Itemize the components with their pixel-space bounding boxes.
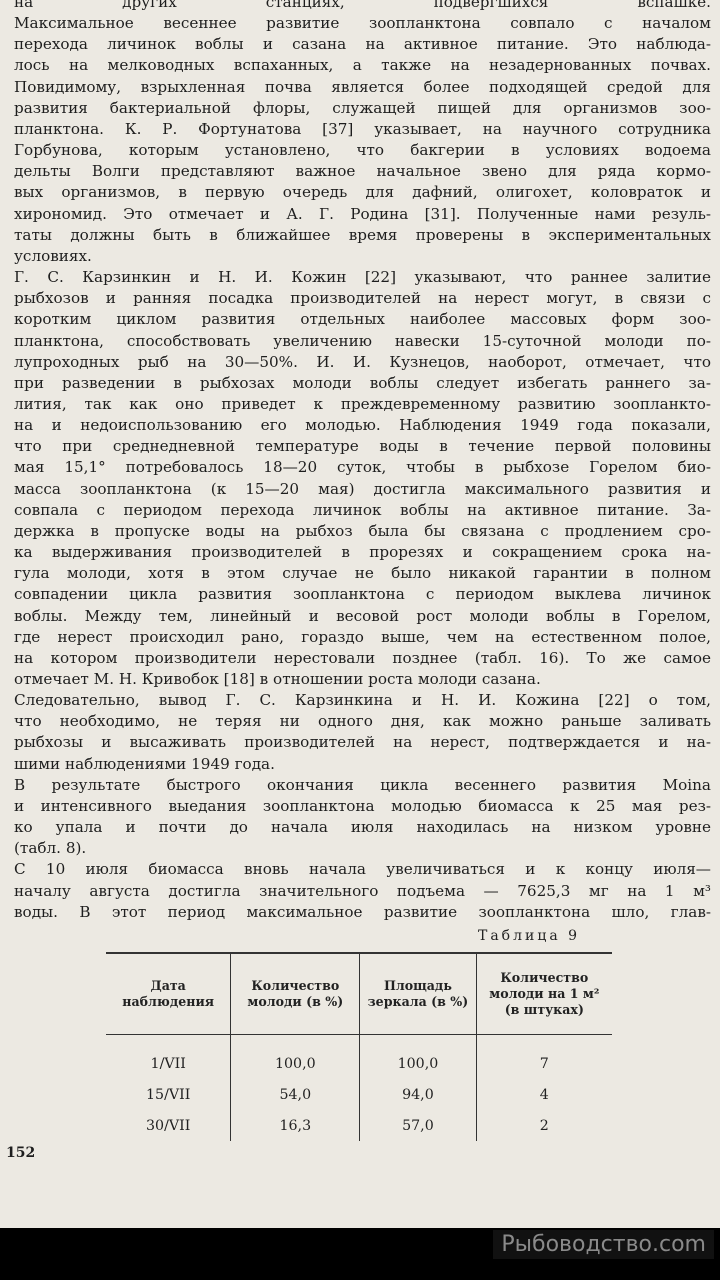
text-line: держка в пропуске воды на рыбхоз была бы связана с продлением сро- <box>14 521 711 540</box>
table-cell: 15/VII <box>146 1086 191 1103</box>
text-line: рыбхозов и ранняя посадка производителей на нерест могут, в связи с <box>14 289 711 308</box>
text-line: рыбхозы и высаживать производителей на нерест, подтверждается и на- <box>14 733 711 752</box>
table-row <box>106 1079 612 1110</box>
table-cell: 7 <box>476 1035 612 1080</box>
table-cell: 100,0 <box>360 1035 476 1080</box>
text-line: С 10 июля биомасса вновь начала увеличиваться и к концу июля— <box>14 860 711 879</box>
text-line: мая 15,1° потребовалось 18—20 суток, чтобы в рыбхозе Горелом био- <box>14 458 711 477</box>
text-line: где нерест происходил рано, гораздо выше, чем на естественном полое, <box>14 627 711 646</box>
text-line: и интенсивного выедания зоопланктона молодью биомасса к 25 мая рез- <box>14 796 711 815</box>
text-line: Г. С. Карзинкин и Н. И. Кожин [22] указывают, что раннее залитие <box>14 268 711 287</box>
text-line: шими наблюдениями 1949 года. <box>14 754 275 773</box>
text-line: Повидимому, взрыхленная почва является более подходящей средой для <box>14 77 711 96</box>
table-cell: 2 <box>476 1110 612 1141</box>
text-line: что необходимо, не теряя ни одного дня, как можно раньше заливать <box>14 712 711 731</box>
text-line: перехода личинок воблы и сазана на активное питание. Это наблюда- <box>14 35 711 54</box>
text-line: планктона, способствовать увеличению навески 15-суточной молоди по- <box>14 331 711 350</box>
data-table <box>106 952 612 1141</box>
table-cell: 30/VII <box>146 1117 191 1134</box>
text-line: при разведении в рыбхозах молоди воблы следует избегать раннего за- <box>14 373 711 392</box>
text-line: отмечает М. Н. Кривобок [18] в отношении роста молоди сазана. <box>14 670 541 688</box>
header-water-area: Площадь зеркала (в %) <box>360 953 476 1035</box>
text-line: на и недоиспользованию его молодью. Наблюдения 1949 года показали, <box>14 416 711 435</box>
table-cell: 1/VII <box>150 1056 186 1072</box>
text-line: масса зоопланктона (к 15—20 мая) достигла максимального развития и <box>14 479 711 498</box>
site-watermark: Рыбоводство.com <box>493 1230 714 1259</box>
text-line: совпала с периодом перехода личинок воблы на активное питание. За- <box>14 500 711 519</box>
table-cell: 16,3 <box>231 1110 360 1141</box>
text-line: совпадении цикла развития зоопланктона с периодом выклева личинок <box>14 585 711 604</box>
text-line: ка выдерживания производителей в прорезях и сокращением срока на- <box>14 543 711 562</box>
text-line: воды. В этот период максимальное развитие зоопланктона шло, глав- <box>14 902 711 921</box>
text-line: началу августа достигла значительного подъема — 7625,3 мг на 1 м³ <box>14 881 711 900</box>
text-line: Горбунова, которым установлено, что бакгерии в условиях водоема <box>14 141 711 160</box>
header-fry-per-m2: Количество молоди на 1 м² (в штуках) <box>476 953 612 1035</box>
text-line: Максимальное весеннее развитие зоопланктона совпало с началом <box>14 14 711 33</box>
text-line: таты должны быть в ближайшее время проверены в экспериментальных <box>14 225 711 244</box>
text-line: лось на мелководных вспаханных, а также на незадернованных почвах. <box>14 56 711 75</box>
text-line: что при среднедневной температуре воды в течение первой половины <box>14 437 711 456</box>
table-row <box>106 1110 612 1141</box>
text-line: воблы. Между тем, линейный и весовой рост молоди воблы в Горелом, <box>14 606 711 625</box>
table-cell: 4 <box>476 1079 612 1110</box>
text-line: лития, так как оно приведет к преждевременному развитию зоопланкто- <box>14 394 711 413</box>
text-line: лупроходных рыб на 30—50%. И. И. Кузнецов, наоборот, отмечает, что <box>14 352 711 371</box>
header-fry-count: Количество молоди (в %) <box>231 953 360 1035</box>
text-line: Следовательно, вывод Г. С. Карзинкина и Н. И. Кожина [22] о том, <box>14 691 711 710</box>
text-line: В результате быстрого окончания цикла весеннего развития Moina <box>14 775 711 794</box>
text-line: на котором производители нерестовали позднее (табл. 16). То же самое <box>14 648 711 667</box>
page-number: 152 <box>6 1145 36 1161</box>
text-line: дельты Волги представляют важное начальное звено для ряда кормо- <box>14 162 711 181</box>
text-line: хирономид. Это отмечает и А. Г. Родина [31]. Полученные нами резуль- <box>14 204 711 223</box>
table-row <box>106 1035 612 1080</box>
text-line: планктона. К. Р. Фортунатова [37] указывает, на научного сотрудника <box>14 119 711 138</box>
table-cell: 57,0 <box>360 1110 476 1141</box>
table-cell: 100,0 <box>231 1035 360 1080</box>
table-cell: 94,0 <box>360 1079 476 1110</box>
table-header-row <box>106 953 612 1035</box>
table-cell: 54,0 <box>231 1079 360 1110</box>
text-line: вых организмов, в первую очередь для дафний, олигохет, коловраток и <box>14 183 711 202</box>
text-line: ко упала и почти до начала июля находилась на низком уровне <box>14 818 711 837</box>
text-line: условиях. <box>14 246 92 265</box>
text-line: коротким циклом развития отдельных наиболее массовых форм зоо- <box>14 310 711 329</box>
table-caption: Таблица 9 <box>478 928 581 944</box>
text-line: на других станциях, подвергшихся вспашке. <box>14 0 711 11</box>
text-line: развития бактериальной флоры, служащей пищей для организмов зоо- <box>14 98 711 117</box>
text-line: гула молоди, хотя в этом случае не было никакой гарантии в полном <box>14 564 711 583</box>
header-date: Дата наблюдения <box>106 953 231 1035</box>
body-text <box>14 0 711 923</box>
text-line: (табл. 8). <box>14 839 87 858</box>
